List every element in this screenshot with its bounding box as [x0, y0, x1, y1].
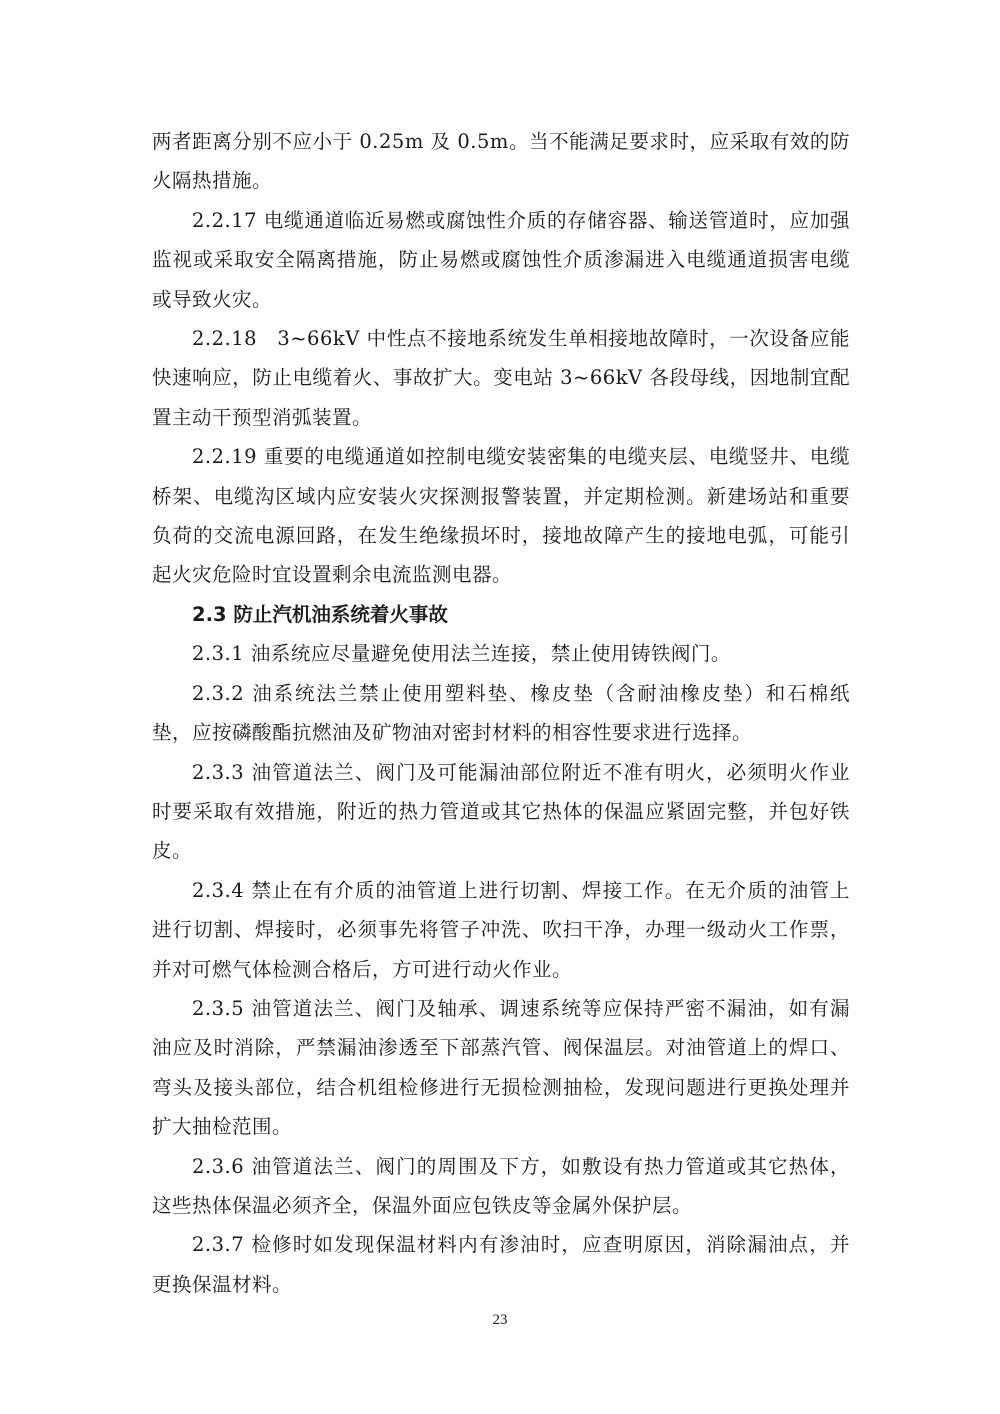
document-body — [152, 122, 850, 1304]
clause-2-3-7: 2.3.7 检修时如发现保温材料内有渗油时，应查明原因，消除漏油点，并更换保温材料。 — [152, 1233, 850, 1296]
clause-2-2-18: 2.2.18 3~66kV 中性点不接地系统发生单相接地故障时，一次设备应能快速响应，防止电缆着火、事故扩大。变电站 3~66kV 各段母线，因地制宜配置主动干预型消弧装置。 — [152, 327, 850, 429]
clause-2-3-6: 2.3.6 油管道法兰、阀门的周围及下方，如敷设有热力管道或其它热体，这些热体保温必须齐全，保温外面应包铁皮等金属外保护层。 — [152, 1154, 850, 1217]
clause-2-3-1: 2.3.1 油系统应尽量避免使用法兰连接，禁止使用铸铁阀门。 — [192, 642, 731, 666]
section-heading-2-3: 2.3 防止汽机油系统着火事故 — [192, 602, 448, 626]
clause-2-2-17: 2.2.17 电缆通道临近易燃或腐蚀性介质的存储容器、输送管道时，应加强监视或采取安全隔离措施，防止易燃或腐蚀性介质渗漏进入电缆通道损害电缆或导致火灾。 — [152, 208, 850, 311]
clause-2-3-4: 2.3.4 禁止在有介质的油管道上进行切割、焊接工作。在无介质的油管上进行切割、焊接时，必须事先将管子冲洗、吹扫干净，办理一级动火工作票，并对可燃气体检测合格后，方可进行动火作业。 — [152, 878, 850, 981]
paragraph-continuation: 两者距离分别不应小于 0.25m 及 0.5m。当不能满足要求时，应采取有效的防火隔热措施。 — [152, 130, 850, 193]
clause-2-3-2: 2.3.2 油系统法兰禁止使用塑料垫、橡皮垫（含耐油橡皮垫）和石棉纸垫，应按磷酸酯抗燃油及矿物油对密封材料的相容性要求进行选择。 — [152, 681, 850, 745]
clause-2-3-3: 2.3.3 油管道法兰、阀门及可能漏油部位附近不准有明火，必须明火作业时要采取有效措施，附近的热力管道或其它热体的保温应紧固完整，并包好铁皮。 — [152, 760, 850, 863]
page-number: 23 — [492, 1312, 508, 1328]
clause-2-3-5: 2.3.5 油管道法兰、阀门及轴承、调速系统等应保持严密不漏油，如有漏油应及时消除，严禁漏油渗透至下部蒸汽管、阀保温层。对油管道上的焊口、弯头及接头部位，结合机组检修进行无损检测抽检，发现问题进行更换处理并扩大抽检范围。 — [152, 996, 850, 1139]
clause-2-2-19: 2.2.19 重要的电缆通道如控制电缆安装密集的电缆夹层、电缆竖井、电缆桥架、电缆沟区域内应安装火灾探测报警装置，并定期检测。新建场站和重要负荷的交流电源回路，在发生绝缘损坏时，接地故障产生的接地电弧，可能引起火灾危险时宜设置剩余电流监测电器。 — [152, 445, 850, 587]
